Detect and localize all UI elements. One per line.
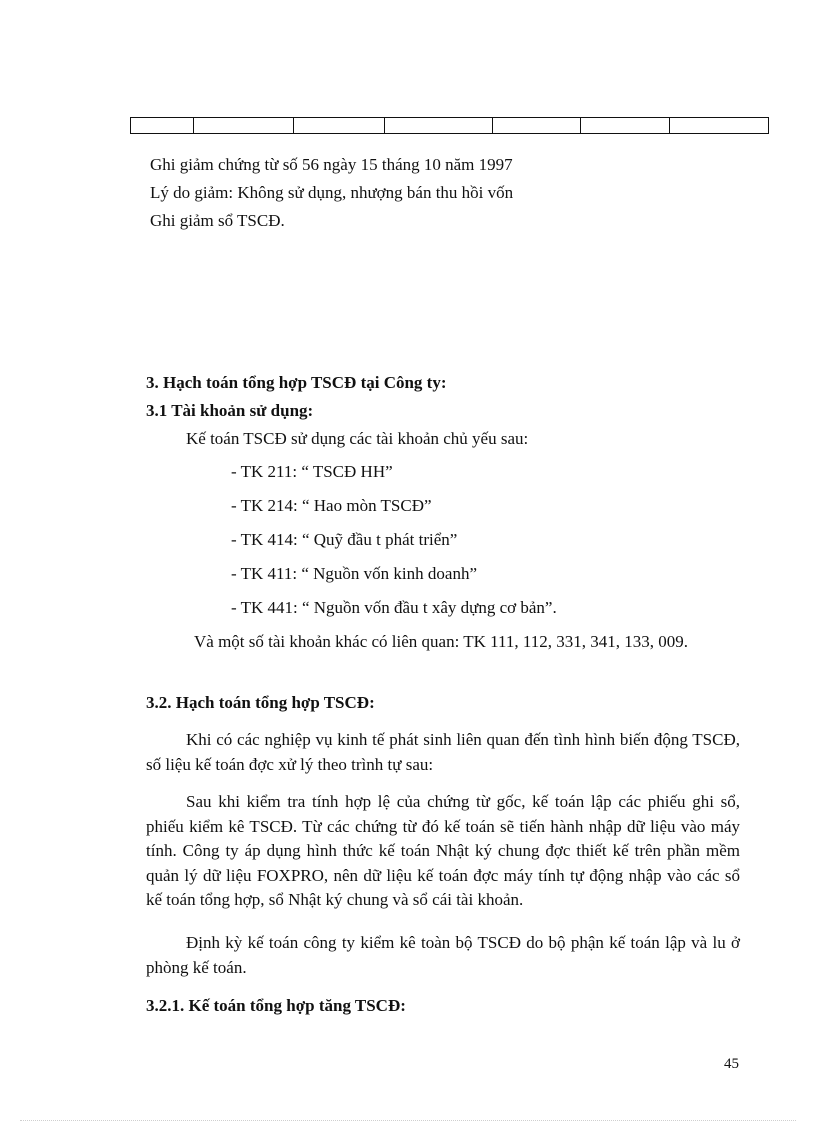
- section-3-2-paragraph-3: Định kỳ kế toán công ty kiểm kê toàn bộ TSCĐ do bộ phận kế toán lập và lu ở phòng kế toán.: [146, 933, 740, 977]
- other-accounts-paragraph: Và một số tài khoản khác có liên quan: TK 111, 112, 331, 341, 133, 009.: [194, 632, 689, 651]
- decrease-reason-line: Lý do giảm: Không sử dụng, nhượng bán thu hồi vốn: [150, 183, 514, 202]
- account-item: - TK 411: “ Nguồn vốn kinh doanh”: [231, 564, 477, 583]
- table-cell: [493, 118, 581, 134]
- table-cell: [194, 118, 294, 134]
- table-cell: [670, 118, 769, 134]
- table-cell: [581, 118, 670, 134]
- empty-table-row: [130, 117, 769, 134]
- section-3-1-intro: Kế toán TSCĐ sử dụng các tài khoản chủ yếu sau:: [186, 429, 529, 448]
- account-item: - TK 414: “ Quỹ đầu t phát triển”: [231, 530, 458, 549]
- section-3-heading: 3. Hạch toán tổng hợp TSCĐ tại Công ty:: [146, 373, 447, 392]
- page-edge-divider: [20, 1120, 796, 1121]
- section-3-2-paragraph-1: Khi có các nghiệp vụ kinh tế phát sinh liên quan đến tình hình biến động TSCĐ, số liệu kế toán đợc xử lý theo trình tự sau:: [146, 730, 740, 774]
- account-item: - TK 211: “ TSCĐ HH”: [231, 462, 393, 481]
- table-cell: [385, 118, 493, 134]
- account-item: - TK 441: “ Nguồn vốn đầu t xây dựng cơ bản”.: [231, 598, 557, 617]
- page-number: 45: [724, 1056, 739, 1072]
- table-cell: [294, 118, 385, 134]
- account-item: - TK 214: “ Hao mòn TSCĐ”: [231, 496, 432, 515]
- table-row: [131, 118, 769, 134]
- table-cell: [131, 118, 194, 134]
- section-3-2-paragraph-2: Sau khi kiểm tra tính hợp lệ của chứng từ gốc, kế toán lập các phiếu ghi sổ, phiếu kiểm kê TSCĐ. Từ các chứng từ đó kế toán sẽ tiến hành nhập dữ liệu vào máy tính. Công ty áp dụng hình thức kế toán Nhật ký chung đợc thiết kế trên phần mềm quản lý dữ liệu FOXPRO, nên dữ liệu kế toán đợc máy tính tự động nhập vào các sổ kế toán tổng hợp, sổ Nhật ký chung và sổ cái tài khoản.: [146, 792, 740, 909]
- decrease-voucher-line: Ghi giảm chứng từ số 56 ngày 15 tháng 10 năm 1997: [150, 155, 513, 174]
- section-3-2-heading: 3.2. Hạch toán tổng hợp TSCĐ:: [146, 693, 375, 712]
- decrease-record-line: Ghi giảm sổ TSCĐ.: [150, 211, 285, 230]
- section-3-1-heading: 3.1 Tài khoản sử dụng:: [146, 401, 314, 420]
- section-3-2-1-heading: 3.2.1. Kế toán tổng hợp tăng TSCĐ:: [146, 996, 406, 1015]
